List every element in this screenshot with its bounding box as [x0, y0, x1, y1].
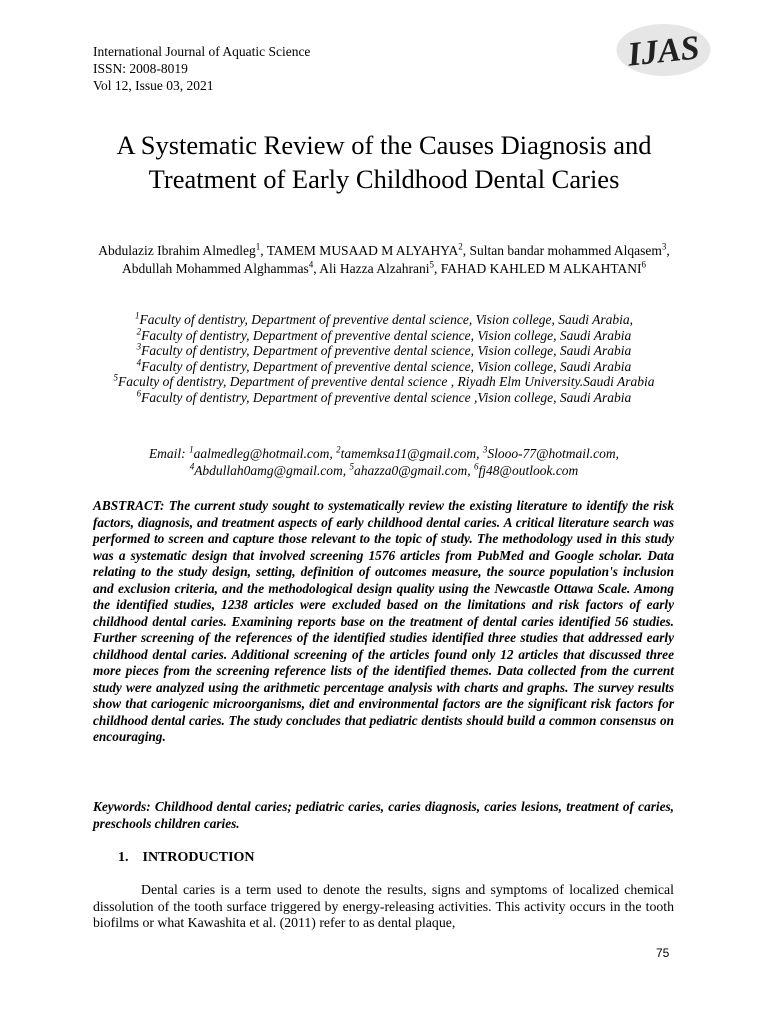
email-list [88, 446, 680, 479]
section-number: 1. [118, 850, 129, 865]
email-link[interactable]: Slooo-77@hotmail.com, [487, 446, 620, 461]
author-sup: 3 [661, 241, 667, 252]
author-sup: 2 [458, 241, 463, 252]
affiliation-text: Faculty of dentistry, Department of preventive dental science, Vision college, Saudi Arabia [141, 358, 632, 374]
affiliation-text: Faculty of dentistry, Department of preventive dental science, Vision college, Saudi Arabia [141, 343, 632, 358]
author-sup: 4 [308, 259, 314, 270]
affiliation-list [88, 312, 680, 405]
email-link[interactable]: tamemksa11@gmail.com, [340, 446, 480, 461]
author-name: TAMEM MUSAAD M ALYAHYA [266, 243, 459, 258]
affiliation-text: Faculty of dentistry, Department of preventive dental science, Vision college, Saudi Arabia, [139, 312, 633, 327]
keywords: Keywords: Childhood dental caries; pediatric caries, caries diagnosis, caries lesions, treatment of caries, preschools children caries. [93, 799, 674, 831]
affiliation-item [88, 312, 680, 328]
email-sup: 1 [189, 444, 194, 455]
section-title: INTRODUCTION [142, 850, 255, 865]
intro-paragraph: Dental caries is a term used to denote the results, signs and symptoms of localized chemical dissolution of the tooth surface triggered by energy-releasing activities. This activity occurs in the tooth biofilms or what Kawashita et al. (2011) refer to as dental plaque, [93, 882, 674, 930]
affiliation-sup: 5 [113, 372, 118, 383]
affiliation-sup: 4 [136, 357, 142, 367]
author-sup: 6 [641, 259, 646, 270]
affiliation-sup: 6 [136, 388, 142, 398]
author-list: Abdulaziz Ibrahim Almedleg$^1$, TAMEM MUSAAD M ALYAHYA$^2$, Sultan bandar mohammed Alqasem$^3$, Abdullah Mohammed Alghammas$^4$, Ali Hazza Alzahrani$^5$, FAHAD KAHLED M ALKAHTANI$^6$ [98, 241, 670, 276]
affiliation-item [88, 343, 680, 359]
author-name: Sultan bandar mohammed Alqasem [469, 243, 662, 258]
author-name: Abdulaziz Ibrahim Almedleg [98, 243, 256, 258]
affiliation-sup: 3 [136, 341, 142, 352]
author-sup: 5 [429, 259, 434, 270]
journal-logo [615, 22, 712, 78]
email-sup: 3 [482, 444, 488, 455]
email-sup: 5 [349, 461, 354, 471]
affiliation-item [88, 359, 680, 375]
affiliation-item [88, 374, 680, 390]
affiliation-text: Faculty of dentistry, Department of preventive dental science, Vision college, Saudi Arabia [141, 327, 632, 343]
logo-text: IJAS [626, 29, 702, 74]
author-name: Abdullah Mohammed Alghammas [122, 261, 309, 276]
affiliation-text: Faculty of dentistry, Department of preventive dental science , Riyadh Elm University.Saudi Arabia [117, 374, 655, 389]
abstract: ABSTRACT: The current study sought to systematically review the existing literature to identify the risk factors, diagnosis, and treatment aspects of early childhood dental caries. A critical literature search was performed to screen and capture those relevant to the topic of study. The methodology used in this study was a systematic design that involved screening 1576 articles from PubMed and Google scholar. Data relating to the study design, setting, definition of outcomes measure, the source population's inclusion and exclusion criteria, and the methodological design quality using the Newcastle Ottawa Scale. Among the identified studies, 1238 articles were excluded based on the limitations and risk factors of early childhood dental caries. Examining reports base on the treatment of dental caries identified 56 studies. Further screening of the references of the identified studies identified three studies that addressed early childhood dental caries. Additional screening of the articles found only 12 articles that discussed three more pieces from the screening reference lists of the identified themes. Data collected from the current study were analyzed using the arithmetic percentage analysis with charts and graphs. The survey results show that cariogenic microorganisms, diet and environmental factors are the significant risk factors for childhood dental caries. The study concludes that pediatric dentists should build a common consensus on encouraging. [93, 498, 674, 744]
email-sup: 6 [474, 461, 479, 471]
email-link[interactable]: Abdullah0amg@gmail.com, [194, 462, 347, 478]
page-number: 75 [656, 946, 670, 960]
email-label: Email: [148, 446, 186, 461]
email-link[interactable]: aalmedleg@hotmail.com, [193, 446, 333, 461]
journal-name: International Journal of Aquatic Science [93, 44, 311, 59]
affiliation-sup: 1 [134, 310, 140, 321]
email-link[interactable]: fj48@outlook.com [478, 462, 579, 478]
journal-issn: ISSN: 2008-8019 [93, 61, 188, 76]
email-sup: 4 [189, 461, 195, 471]
affiliation-item [88, 328, 680, 344]
journal-volume: Vol 12, Issue 03, 2021 [93, 78, 214, 93]
author-name: Ali Hazza Alzahrani [319, 261, 430, 276]
author-name: FAHAD KAHLED M ALKAHTANI [440, 261, 642, 276]
author-sup: 1 [255, 241, 261, 252]
affiliation-text: Faculty of dentistry, Department of preventive dental science ,Vision college, Saudi Arabia [141, 389, 632, 405]
email-link[interactable]: ahazza0@gmail.com, [353, 462, 471, 478]
affiliation-sup: 2 [136, 326, 142, 336]
email-sup: 2 [336, 444, 341, 455]
affiliation-item [88, 390, 680, 406]
journal-header [93, 43, 310, 94]
section-heading [118, 849, 255, 867]
paper-title: A Systematic Review of the Causes Diagnosis and Treatment of Early Childhood Dental Caries [116, 130, 652, 194]
